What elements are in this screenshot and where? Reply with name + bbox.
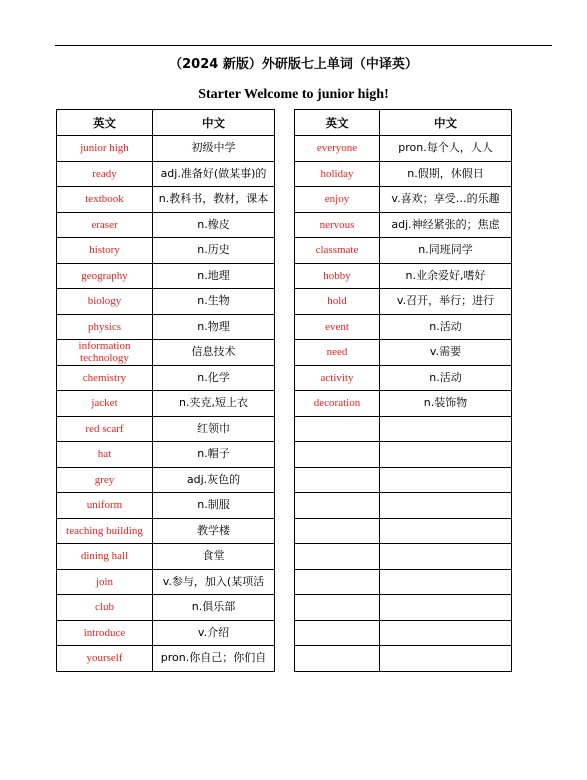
header-en: 英文 bbox=[57, 110, 153, 136]
word-chinese bbox=[380, 544, 512, 570]
word-english: jacket bbox=[57, 391, 153, 417]
table-header-row bbox=[57, 110, 275, 136]
word-english: holiday bbox=[295, 161, 380, 187]
word-chinese: n.装饰物 bbox=[380, 391, 512, 417]
table-row bbox=[57, 416, 275, 442]
word-chinese: adj.神经紧张的；焦虑 bbox=[380, 212, 512, 238]
table-row bbox=[57, 136, 275, 162]
table-row bbox=[295, 646, 512, 672]
word-chinese bbox=[380, 518, 512, 544]
word-chinese: v.喜欢；享受…的乐趣 bbox=[380, 187, 512, 213]
word-english bbox=[295, 569, 380, 595]
word-english: physics bbox=[57, 314, 153, 340]
table-row bbox=[295, 136, 512, 162]
top-rule bbox=[55, 45, 552, 46]
word-chinese: n.同班同学 bbox=[380, 238, 512, 264]
table-row bbox=[295, 569, 512, 595]
word-chinese: v.介绍 bbox=[153, 620, 275, 646]
table-row bbox=[57, 493, 275, 519]
word-english: junior high bbox=[57, 136, 153, 162]
word-chinese bbox=[380, 620, 512, 646]
word-chinese: 红领巾 bbox=[153, 416, 275, 442]
table-row bbox=[295, 365, 512, 391]
word-chinese: n.地理 bbox=[153, 263, 275, 289]
word-english bbox=[295, 518, 380, 544]
word-english: event bbox=[295, 314, 380, 340]
table-row bbox=[57, 161, 275, 187]
word-english: introduce bbox=[57, 620, 153, 646]
word-english bbox=[295, 467, 380, 493]
word-english: ready bbox=[57, 161, 153, 187]
word-chinese: n.夹克,短上衣 bbox=[153, 391, 275, 417]
table-row bbox=[57, 569, 275, 595]
table-row bbox=[295, 442, 512, 468]
table-row bbox=[295, 212, 512, 238]
table-row bbox=[57, 340, 275, 366]
word-english: chemistry bbox=[57, 365, 153, 391]
word-chinese: n.制服 bbox=[153, 493, 275, 519]
vocab-table-left bbox=[56, 109, 275, 672]
word-english: need bbox=[295, 340, 380, 366]
table-row bbox=[295, 263, 512, 289]
word-english: eraser bbox=[57, 212, 153, 238]
word-english bbox=[295, 595, 380, 621]
word-english: classmate bbox=[295, 238, 380, 264]
word-english bbox=[295, 646, 380, 672]
table-row bbox=[295, 238, 512, 264]
word-english: red scarf bbox=[57, 416, 153, 442]
word-chinese: 初级中学 bbox=[153, 136, 275, 162]
word-english bbox=[295, 493, 380, 519]
word-english: club bbox=[57, 595, 153, 621]
word-chinese: n.教科书，教材，课本 bbox=[153, 187, 275, 213]
word-english: information technology bbox=[57, 340, 153, 366]
header-cn: 中文 bbox=[153, 110, 275, 136]
word-chinese: pron.每个人，人人 bbox=[380, 136, 512, 162]
column-gap bbox=[274, 109, 294, 677]
word-chinese bbox=[380, 646, 512, 672]
table-row bbox=[295, 340, 512, 366]
word-chinese: pron.你自己；你们自 bbox=[153, 646, 275, 672]
word-chinese: n.假期，休假日 bbox=[380, 161, 512, 187]
header-cn: 中文 bbox=[380, 110, 512, 136]
word-english: enjoy bbox=[295, 187, 380, 213]
word-chinese: adj.准备好(做某事)的 bbox=[153, 161, 275, 187]
word-english: yourself bbox=[57, 646, 153, 672]
table-row bbox=[57, 238, 275, 264]
table-header-row bbox=[295, 110, 512, 136]
word-english: uniform bbox=[57, 493, 153, 519]
word-english bbox=[295, 442, 380, 468]
table-row bbox=[57, 187, 275, 213]
word-chinese: n.帽子 bbox=[153, 442, 275, 468]
word-english: hold bbox=[295, 289, 380, 315]
word-english bbox=[295, 620, 380, 646]
table-row bbox=[295, 314, 512, 340]
word-chinese: adj.灰色的 bbox=[153, 467, 275, 493]
word-chinese bbox=[380, 416, 512, 442]
table-row bbox=[57, 314, 275, 340]
word-english: nervous bbox=[295, 212, 380, 238]
table-row bbox=[295, 467, 512, 493]
word-english: hobby bbox=[295, 263, 380, 289]
table-row bbox=[57, 544, 275, 570]
word-chinese: n.历史 bbox=[153, 238, 275, 264]
word-chinese bbox=[380, 442, 512, 468]
word-english: biology bbox=[57, 289, 153, 315]
table-row bbox=[57, 518, 275, 544]
word-chinese bbox=[380, 569, 512, 595]
word-english: teaching building bbox=[57, 518, 153, 544]
word-english: history bbox=[57, 238, 153, 264]
word-english: everyone bbox=[295, 136, 380, 162]
word-english: activity bbox=[295, 365, 380, 391]
table-row bbox=[295, 289, 512, 315]
word-chinese: n.俱乐部 bbox=[153, 595, 275, 621]
table-row bbox=[295, 187, 512, 213]
table-row bbox=[57, 263, 275, 289]
word-chinese: n.生物 bbox=[153, 289, 275, 315]
unit-title: Starter Welcome to junior high! bbox=[198, 87, 389, 102]
document-title: （2024 新版）外研版七上单词（中译英） bbox=[169, 57, 418, 72]
word-chinese: 信息技术 bbox=[153, 340, 275, 366]
table-row bbox=[295, 416, 512, 442]
vocab-table-right bbox=[294, 109, 512, 672]
word-chinese: 教学楼 bbox=[153, 518, 275, 544]
word-chinese: n.物理 bbox=[153, 314, 275, 340]
word-chinese bbox=[380, 595, 512, 621]
word-chinese: n.业余爱好,嗜好 bbox=[380, 263, 512, 289]
word-chinese: 食堂 bbox=[153, 544, 275, 570]
table-row bbox=[57, 365, 275, 391]
word-english bbox=[295, 416, 380, 442]
table-row bbox=[295, 620, 512, 646]
table-row bbox=[57, 467, 275, 493]
word-chinese: v.参与，加入(某项活 bbox=[153, 569, 275, 595]
header-en: 英文 bbox=[295, 110, 380, 136]
table-row bbox=[57, 620, 275, 646]
table-row bbox=[295, 544, 512, 570]
word-chinese bbox=[380, 467, 512, 493]
table-row bbox=[295, 595, 512, 621]
word-chinese: v.需要 bbox=[380, 340, 512, 366]
word-english: dining hall bbox=[57, 544, 153, 570]
table-row bbox=[57, 442, 275, 468]
word-english bbox=[295, 544, 380, 570]
word-english: hat bbox=[57, 442, 153, 468]
word-chinese bbox=[380, 493, 512, 519]
table-row bbox=[295, 518, 512, 544]
table-row bbox=[295, 161, 512, 187]
word-english: join bbox=[57, 569, 153, 595]
word-english: grey bbox=[57, 467, 153, 493]
table-row bbox=[57, 595, 275, 621]
word-chinese: n.活动 bbox=[380, 365, 512, 391]
word-chinese: n.化学 bbox=[153, 365, 275, 391]
table-row bbox=[57, 391, 275, 417]
table-row bbox=[295, 493, 512, 519]
table-row bbox=[295, 391, 512, 417]
word-chinese: v.召开，举行；进行 bbox=[380, 289, 512, 315]
word-chinese: n.橡皮 bbox=[153, 212, 275, 238]
table-row bbox=[57, 212, 275, 238]
word-english: geography bbox=[57, 263, 153, 289]
table-row bbox=[57, 646, 275, 672]
word-chinese: n.活动 bbox=[380, 314, 512, 340]
table-row bbox=[57, 289, 275, 315]
word-english: decoration bbox=[295, 391, 380, 417]
word-english: textbook bbox=[57, 187, 153, 213]
